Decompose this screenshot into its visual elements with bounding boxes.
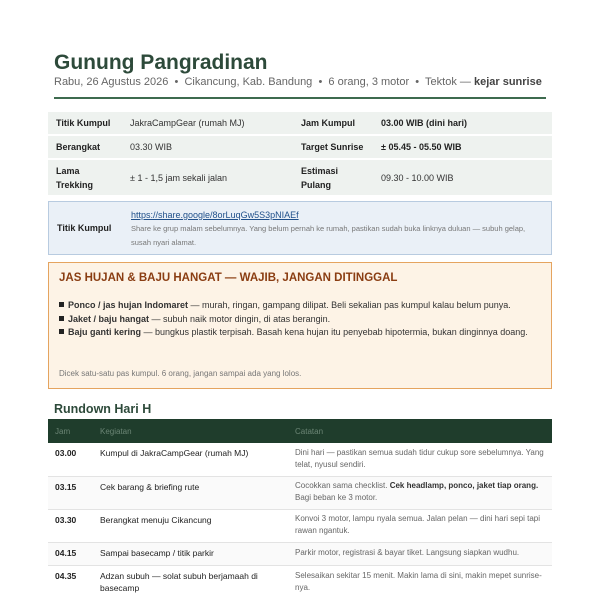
- rundown-note-text: Konvoi 3 motor, lampu nyala semua. Jalan pelan — dini hari sepi tapi rawan ngantuk.: [295, 514, 541, 535]
- rundown-activity: Adzan subuh — solat subuh berjamaah di basecamp: [100, 571, 258, 593]
- info-key: Lama Trekking: [48, 160, 122, 195]
- trip-date: Rabu, 26 Agustus 2026: [54, 76, 169, 88]
- meeting-point-label: Titik Kumpul: [57, 223, 112, 233]
- rundown-row: [48, 477, 552, 510]
- warning-item: [59, 313, 543, 327]
- trip-subtitle: [54, 76, 542, 88]
- rundown-time: 03.00: [55, 448, 77, 458]
- rundown-row: [48, 566, 552, 600]
- info-table: [48, 110, 552, 197]
- rundown-activity: Sampai basecamp / titik parkir: [100, 548, 214, 558]
- rundown-note-text: Bagi beban ke 3 motor.: [295, 493, 378, 502]
- trip-mode: Tektok —: [425, 76, 471, 88]
- info-value: JakraCampGear (rumah MJ): [122, 112, 293, 134]
- warning-item-text: — murah, ringan, gampang dilipat. Beli sekalian pas kumpul kalau belum punya.: [188, 300, 511, 310]
- bullet-icon: [59, 302, 64, 307]
- info-row: [48, 136, 552, 158]
- trip-mode-emphasis: kejar sunrise: [473, 76, 542, 88]
- trip-location: Cikancung, Kab. Bandung: [184, 76, 313, 88]
- rundown-title: Rundown Hari H: [54, 402, 152, 416]
- warning-item-title: Ponco / jas hujan Indomaret: [68, 300, 189, 310]
- column-header-notes: Catatan: [295, 427, 324, 436]
- meeting-point-box: [48, 201, 552, 255]
- info-value: ± 1 - 1,5 jam sekali jalan: [122, 160, 293, 195]
- warning-item: [59, 299, 543, 313]
- rundown-note-text: Dini hari — pastikan semua sudah tidur cukup sore sebelumnya. Yang telat, nyusul sendiri.: [295, 448, 544, 469]
- rain-gear-warning: [48, 262, 552, 389]
- info-key: Titik Kumpul: [48, 112, 122, 134]
- column-header-time: Jam: [55, 427, 71, 436]
- trip-group: 6 orang, 3 motor: [328, 76, 410, 88]
- info-key: Target Sunrise: [293, 136, 373, 158]
- rundown-note: [295, 447, 549, 471]
- column-header-activity: Kegiatan: [100, 427, 132, 436]
- warning-footer: Dicek satu-satu pas kumpul. 6 orang, jangan sampai ada yang lolos.: [59, 369, 302, 378]
- warning-item-title: Jaket / baju hangat: [68, 313, 150, 324]
- info-value: 03.30 WIB: [122, 136, 293, 158]
- warning-list: [59, 299, 543, 340]
- rundown-note: [295, 547, 549, 559]
- info-key: Estimasi Pulang: [293, 160, 373, 195]
- page-title: Gunung Pangradinan: [54, 51, 268, 74]
- rundown-time: 03.15: [55, 482, 77, 492]
- info-value: 03.00 WIB (dini hari): [373, 112, 552, 134]
- info-value: 09.30 - 10.00 WIB: [373, 160, 552, 195]
- warning-item: [59, 326, 543, 340]
- rundown-header: [48, 419, 552, 443]
- rundown-note-text: Parkir motor, registrasi & bayar tiket. Langsung siapkan wudhu.: [295, 548, 520, 557]
- rundown-note: [295, 513, 549, 537]
- rundown-time: 03.30: [55, 515, 77, 525]
- warning-title: JAS HUJAN & BAJU HANGAT — WAJIB, JANGAN DITINGGAL: [59, 272, 398, 284]
- info-key: Berangkat: [48, 136, 122, 158]
- bullet-icon: [59, 329, 64, 334]
- info-key: Jam Kumpul: [293, 112, 373, 134]
- rundown-activity: Kumpul di JakraCampGear (rumah MJ): [100, 448, 249, 458]
- info-row: [48, 160, 552, 195]
- rundown-row: [48, 510, 552, 543]
- rundown-row: [48, 443, 552, 477]
- separator: •: [318, 76, 323, 88]
- info-row: [48, 112, 552, 134]
- rundown-note: [295, 570, 549, 594]
- separator: •: [174, 76, 179, 88]
- bullet-icon: [59, 316, 64, 321]
- rundown-activity: Berangkat menuju Cikancung: [100, 515, 212, 525]
- rundown-note: [295, 480, 549, 504]
- rundown-time: 04.15: [55, 548, 77, 558]
- warning-item-text: — subuh naik motor dingin, di atas berangin.: [149, 313, 331, 324]
- warning-item-title: Baju ganti kering: [68, 327, 142, 337]
- info-value: ± 05.45 - 05.50 WIB: [373, 136, 552, 158]
- rundown-activity: Cek barang & briefing rute: [100, 482, 200, 492]
- rundown-note-bold: Cek headlamp, ponco, jaket tiap orang.: [389, 481, 539, 490]
- rundown-row: [48, 543, 552, 566]
- rundown-note-text: Cocokkan sama checklist.: [295, 481, 390, 490]
- meeting-point-link[interactable]: https://share.google/8orLuqGw5S3pNIAEf: [131, 210, 299, 220]
- title-divider: [54, 97, 546, 99]
- separator: •: [415, 76, 420, 88]
- warning-item-text: — bungkus plastik terpisah. Basah kena hujan itu penyebab hipotermia, bukan dinginnya doang.: [141, 327, 528, 337]
- rundown-note-text: Selesaikan sekitar 15 menit. Makin lama di sini, makin mepet sunrise-nya.: [295, 571, 542, 592]
- meeting-point-note: Share ke grup malam sebelumnya. Yang belum pernah ke rumah, pastikan sudah buka linknya duluan — subuh gelap, susah nyari alamat.: [131, 224, 526, 247]
- rundown-time: 04.35: [55, 571, 77, 581]
